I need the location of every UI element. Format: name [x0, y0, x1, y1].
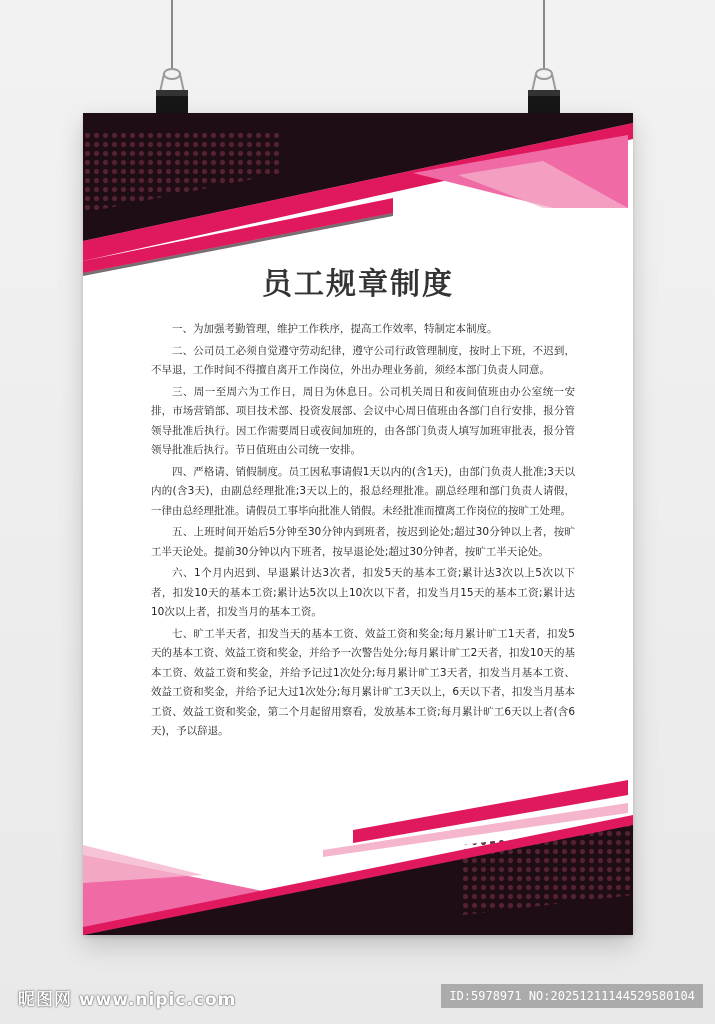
binder-clip-right-icon — [527, 68, 561, 118]
image-id-watermark: ID:5978971 NO:20251211144529580104 — [441, 984, 703, 1008]
rule-paragraph-2: 二、公司员工必须自觉遵守劳动纪律，遵守公司行政管理制度，按时上下班，不迟到，不早退，工作时间不得擅自离开工作岗位，外出办理业务前，须经本部门负责人同意。 — [151, 344, 575, 376]
poster-bottom-decoration — [83, 775, 633, 935]
rules-body — [151, 320, 575, 744]
rule-paragraph-3: 三、周一至周六为工作日，周日为休息日。公司机关周日和夜间值班由办公室统一安排，市场营销部、项目技术部、投资发展部、会议中心周日值班由各部门自行安排，报分管领导批准后执行。因工作需要周日或夜间加班的，由各部门负责人填写加班审批表，报分管领导批准后执行。节日值班由公司统一安排。 — [151, 385, 575, 456]
rule-paragraph-6: 六、1个月内迟到、早退累计达3次者，扣发5天的基本工资;累计达3次以上5次以下者，扣发10天的基本工资;累计达5次以上10次以下者，扣发当月15天的基本工资;累计达10次以上者，扣发当月的基本工资。 — [151, 567, 575, 618]
poster-top-decoration — [83, 113, 633, 283]
rule-paragraph-7: 七、旷工半天者，扣发当天的基本工资、效益工资和奖金;每月累计旷工1天者，扣发5天的基本工资、效益工资和奖金，并给予一次警告处分;每月累计旷工2天者，扣发10天的基本工资、效益工资和奖金，并给予记过1次处分;每月累计旷工3天者，扣发当月基本工资、效益工资和奖金，并给予记大过1次处分;每月累计旷工3天以上，6天以下者，扣发当月基本工资、效益工资和奖金，第二个月起留用察看，发放基本工资;每月累计旷工6天以上者(含6天)，予以辞退。 — [151, 627, 575, 737]
poster — [83, 113, 633, 935]
page-title: 员工规章制度 — [262, 267, 454, 302]
binder-clip-left-icon — [155, 68, 189, 118]
hanging-wire-right — [543, 0, 545, 70]
rule-paragraph-5: 五、上班时间开始后5分钟至30分钟内到班者，按迟到论处;超过30分钟以上者，按旷工半天论处。提前30分钟以内下班者，按早退论处;超过30分钟者，按旷工半天论处。 — [151, 526, 575, 558]
rule-paragraph-1: 一、为加强考勤管理，维护工作秩序，提高工作效率，特制定本制度。 — [172, 323, 498, 335]
site-watermark: 昵图网 www.nipic.com — [18, 990, 237, 1010]
rule-paragraph-4: 四、严格请、销假制度。员工因私事请假1天以内的(含1天)，由部门负责人批准;3天以内的(含3天)，由副总经理批准;3天以上的，报总经理批准。副总经理和部门负责人请假，一律由总经理批准。请假员工事毕向批准人销假。未经批准而擅离工作岗位的按旷工处理。 — [151, 465, 575, 517]
hanging-wire-left — [171, 0, 173, 70]
